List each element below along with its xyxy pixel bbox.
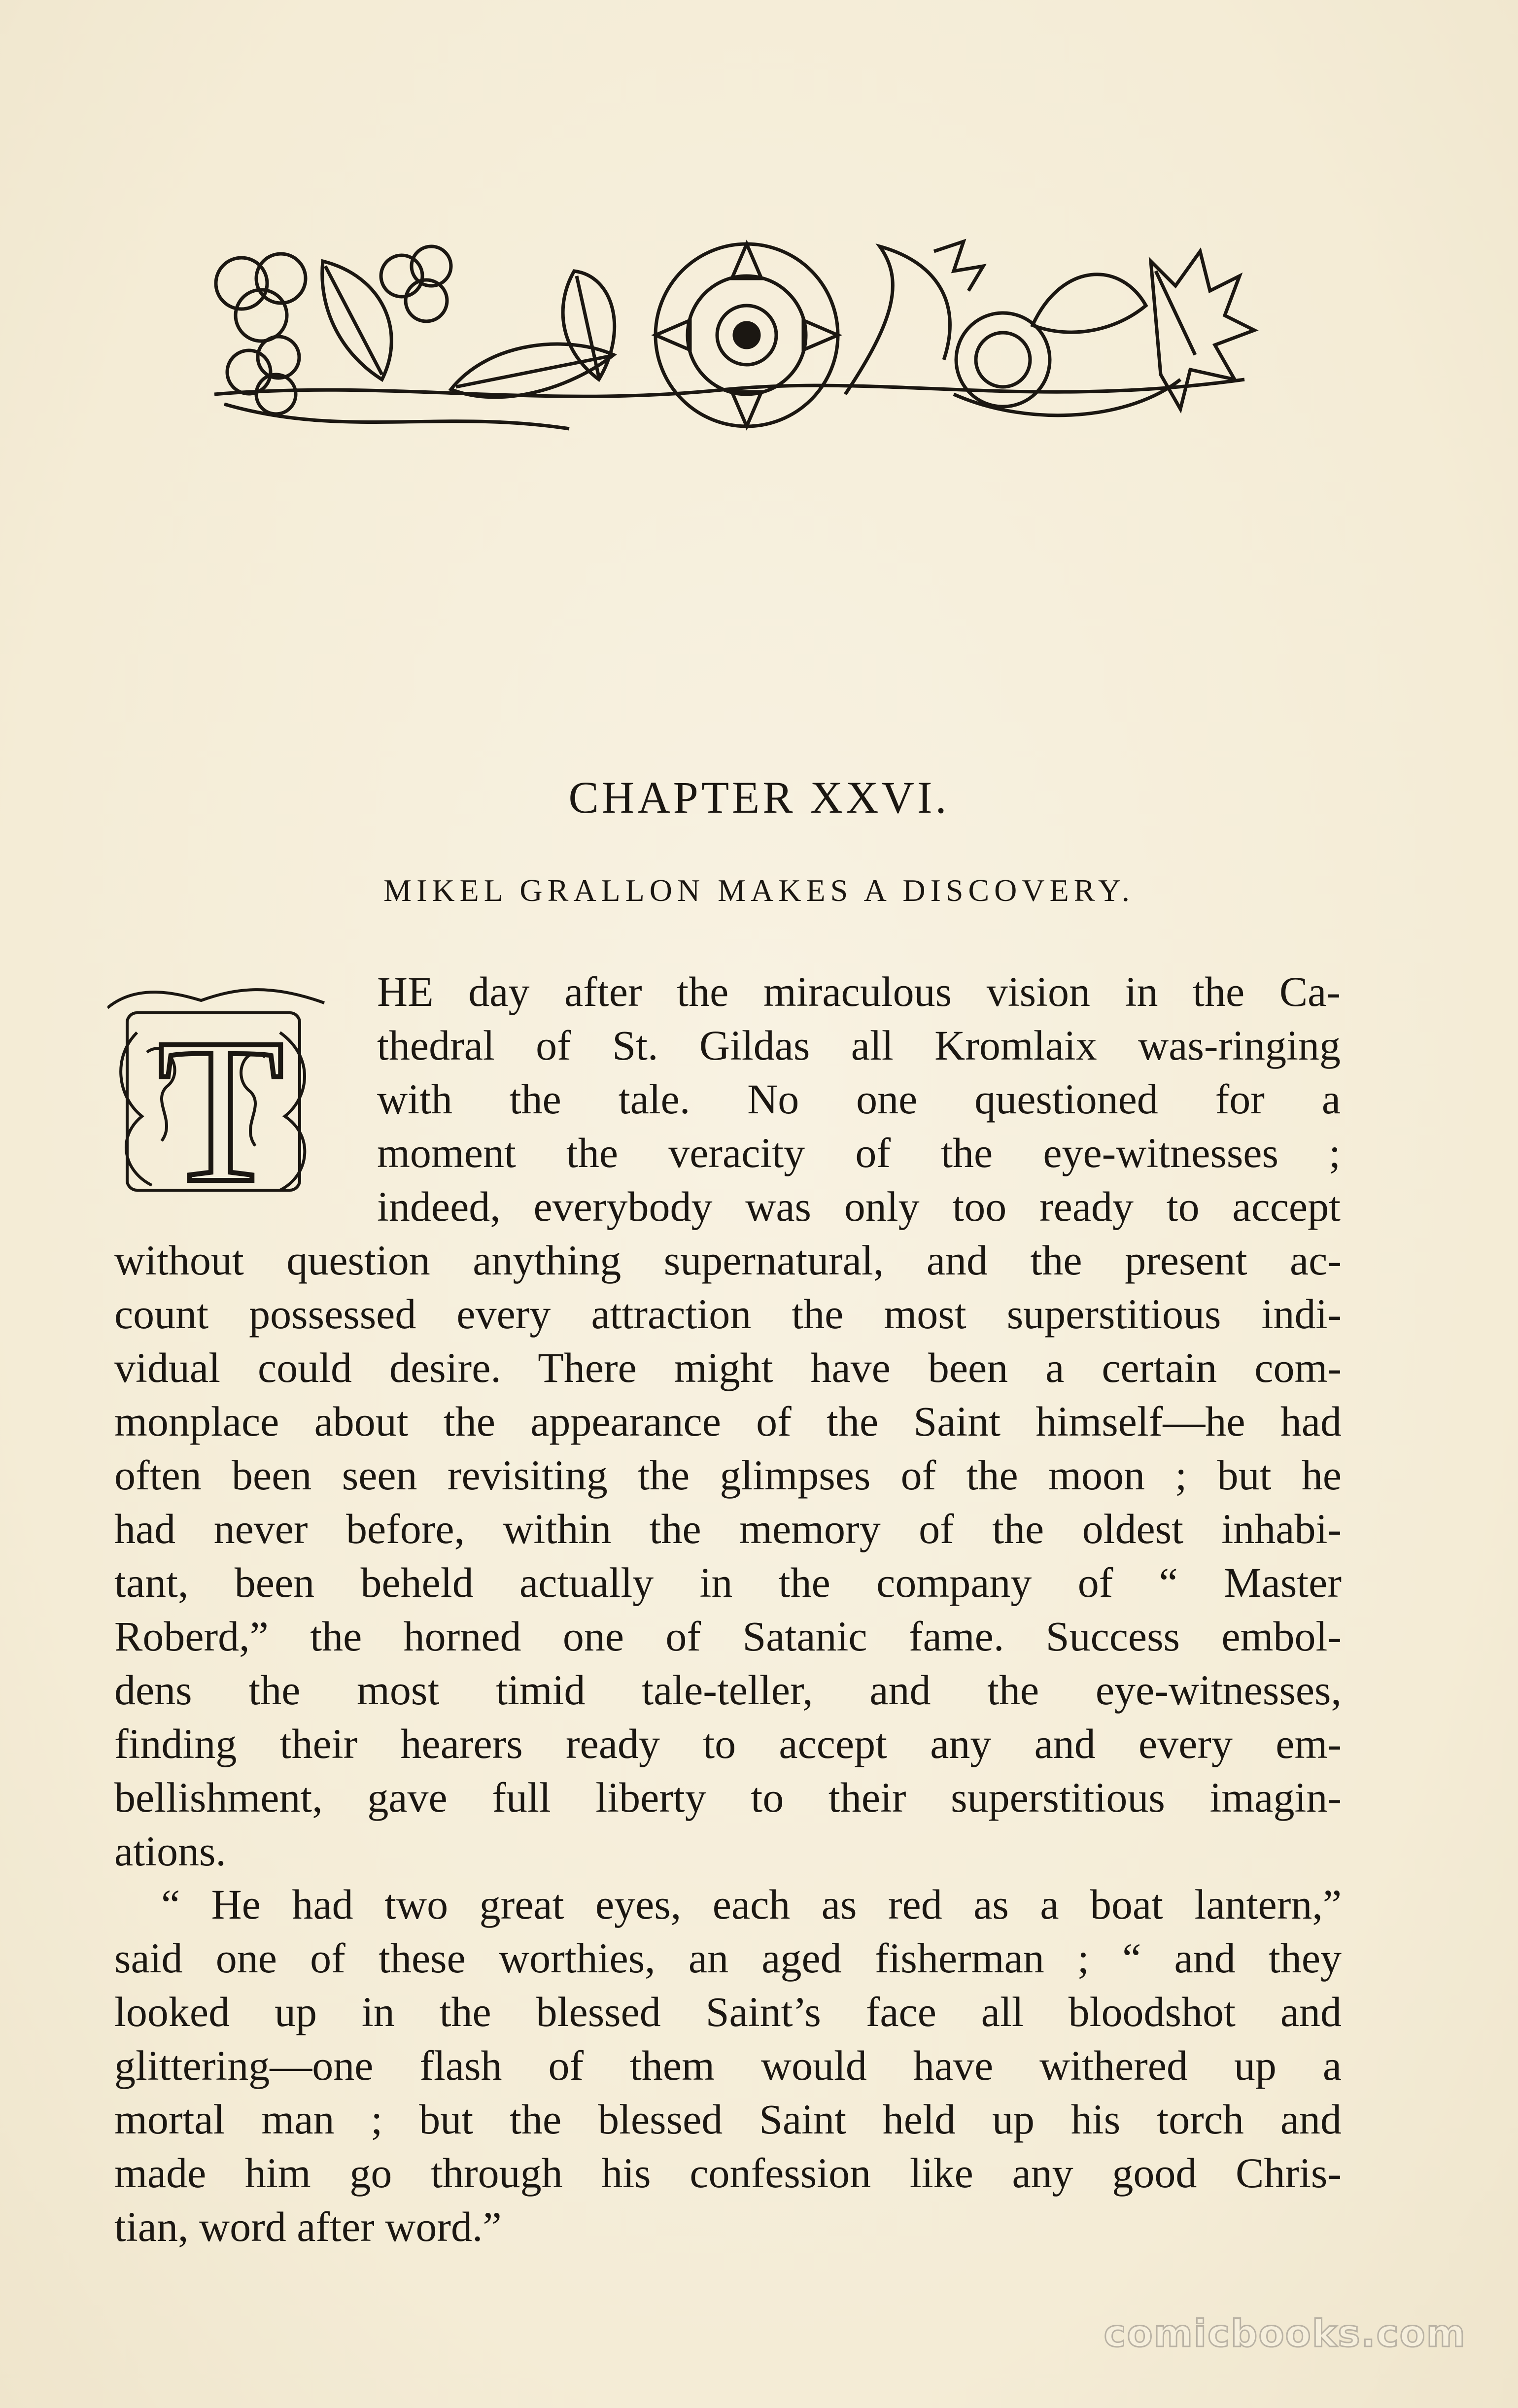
text-line: thedral of St. Gildas all Kromlaix was-ringing bbox=[377, 1022, 1341, 1069]
rose-ornament bbox=[656, 244, 838, 426]
text-line: glittering—one flash of them would have withered up a bbox=[114, 2042, 1342, 2089]
text-line: looked up in the blessed Saint’s face all bloodshot and bbox=[114, 1988, 1342, 2035]
text-line: said one of these worthies, an aged fisherman ; “ and they bbox=[114, 1934, 1342, 1982]
paragraph-2-body bbox=[114, 1878, 1342, 2254]
drop-cap-letter: T bbox=[157, 996, 284, 1205]
text-line: finding their hearers ready to accept any and every em- bbox=[114, 1720, 1342, 1767]
text-line: “ He had two great eyes, each as red as a boat lantern,” bbox=[161, 1881, 1342, 1928]
text-line: dens the most timid tale-teller, and the eye-witnesses, bbox=[114, 1666, 1342, 1714]
thistle-ornament bbox=[954, 275, 1180, 415]
text-line: tian, word after word.” bbox=[114, 2203, 502, 2250]
text-line: indeed, everybody was only too ready to accept bbox=[377, 1183, 1341, 1230]
text-line: count possessed every attraction the most superstitious indi- bbox=[114, 1290, 1342, 1338]
decorated-initial-t bbox=[107, 973, 334, 1205]
text-line: bellishment, gave full liberty to their superstitious imagin- bbox=[114, 1774, 1342, 1821]
floral-headpiece-ornament bbox=[195, 232, 1264, 468]
text-line: had never before, within the memory of the oldest inhabi- bbox=[114, 1505, 1342, 1552]
text-line: made him go through his confession like any good Chris- bbox=[114, 2149, 1342, 2197]
text-line: vidual could desire. There might have been a certain com- bbox=[114, 1344, 1342, 1391]
text-line: Roberd,” the horned one of Satanic fame. Success embol- bbox=[114, 1613, 1342, 1660]
text-line: often been seen revisiting the glimpses of the moon ; but he bbox=[114, 1451, 1342, 1499]
text-line: with the tale. No one questioned for a bbox=[377, 1075, 1341, 1123]
text-line: moment the veracity of the eye-witnesses ; bbox=[377, 1129, 1341, 1176]
text-line: monplace about the appearance of the Saint himself—he had bbox=[114, 1398, 1342, 1445]
opening-lines bbox=[377, 965, 1341, 1234]
watermark: comicbooks.com bbox=[1104, 2311, 1466, 2355]
paragraph-1-body bbox=[114, 1234, 1342, 1878]
text-line: HE day after the miraculous vision in the Ca- bbox=[377, 968, 1341, 1015]
text-line: tant, been beheld actually in the company of “ Master bbox=[114, 1559, 1342, 1606]
text-line: without question anything supernatural, and the present ac- bbox=[114, 1237, 1342, 1284]
chapter-heading: CHAPTER XXVI. bbox=[568, 772, 950, 823]
text-line: ations. bbox=[114, 1827, 226, 1875]
chapter-subtitle: MIKEL GRALLON MAKES A DISCOVERY. bbox=[383, 873, 1135, 908]
text-line: mortal man ; but the blessed Saint held up his torch and bbox=[114, 2096, 1342, 2143]
